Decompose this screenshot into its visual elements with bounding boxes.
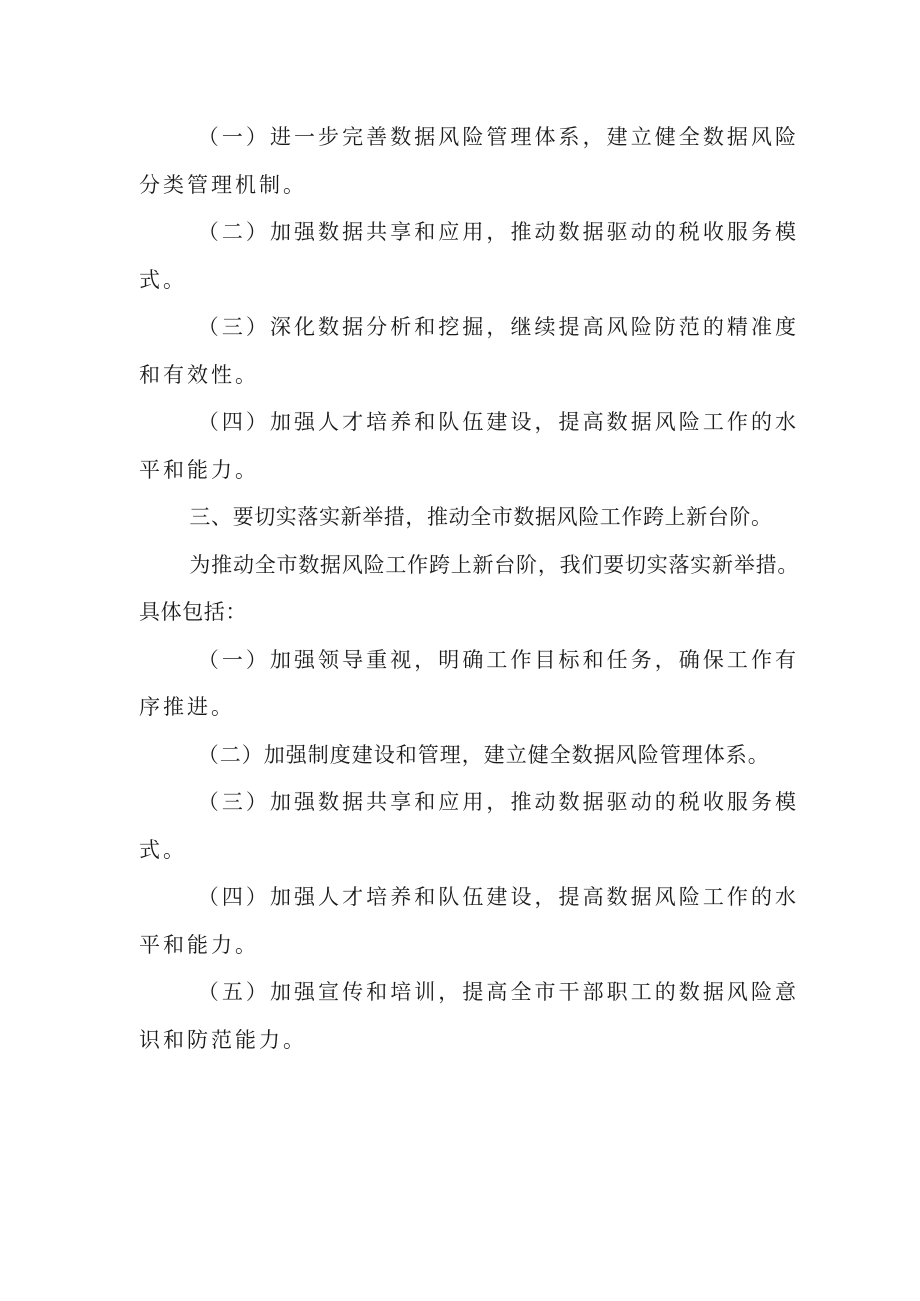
paragraph-7: （三）加强数据共享和应用，推动数据驱动的税收服务模式。 [139, 790, 799, 862]
paragraph-1: （一）进一步完善数据风险管理体系，建立健全数据风险分类管理机制。 [139, 125, 799, 197]
paragraph-9: （五）加强宣传和培训，提高全市干部职工的数据风险意识和防范能力。 [139, 980, 799, 1052]
paragraph-intro: 为推动全市数据风险工作跨上新台阶，我们要切实落实新举措。具体包括： [139, 552, 799, 624]
paragraph-6: （二）加强制度建设和管理，建立健全数据风险管理体系。 [197, 742, 770, 767]
paragraph-3: （三）深化数据分析和挖掘，继续提高风险防范的精准度和有效性。 [139, 315, 799, 387]
paragraph-8: （四）加强人才培养和队伍建设，提高数据风险工作的水平和能力。 [139, 885, 799, 957]
document-body [139, 114, 799, 1064]
paragraph-4: （四）加强人才培养和队伍建设，提高数据风险工作的水平和能力。 [139, 410, 799, 482]
paragraph-2: （二）加强数据共享和应用，推动数据驱动的税收服务模式。 [139, 220, 799, 292]
section-heading-3: 三、要切实落实新举措，推动全市数据风险工作跨上新台阶。 [189, 505, 773, 529]
paragraph-5: （一）加强领导重视，明确工作目标和任务，确保工作有序推进。 [139, 647, 799, 719]
